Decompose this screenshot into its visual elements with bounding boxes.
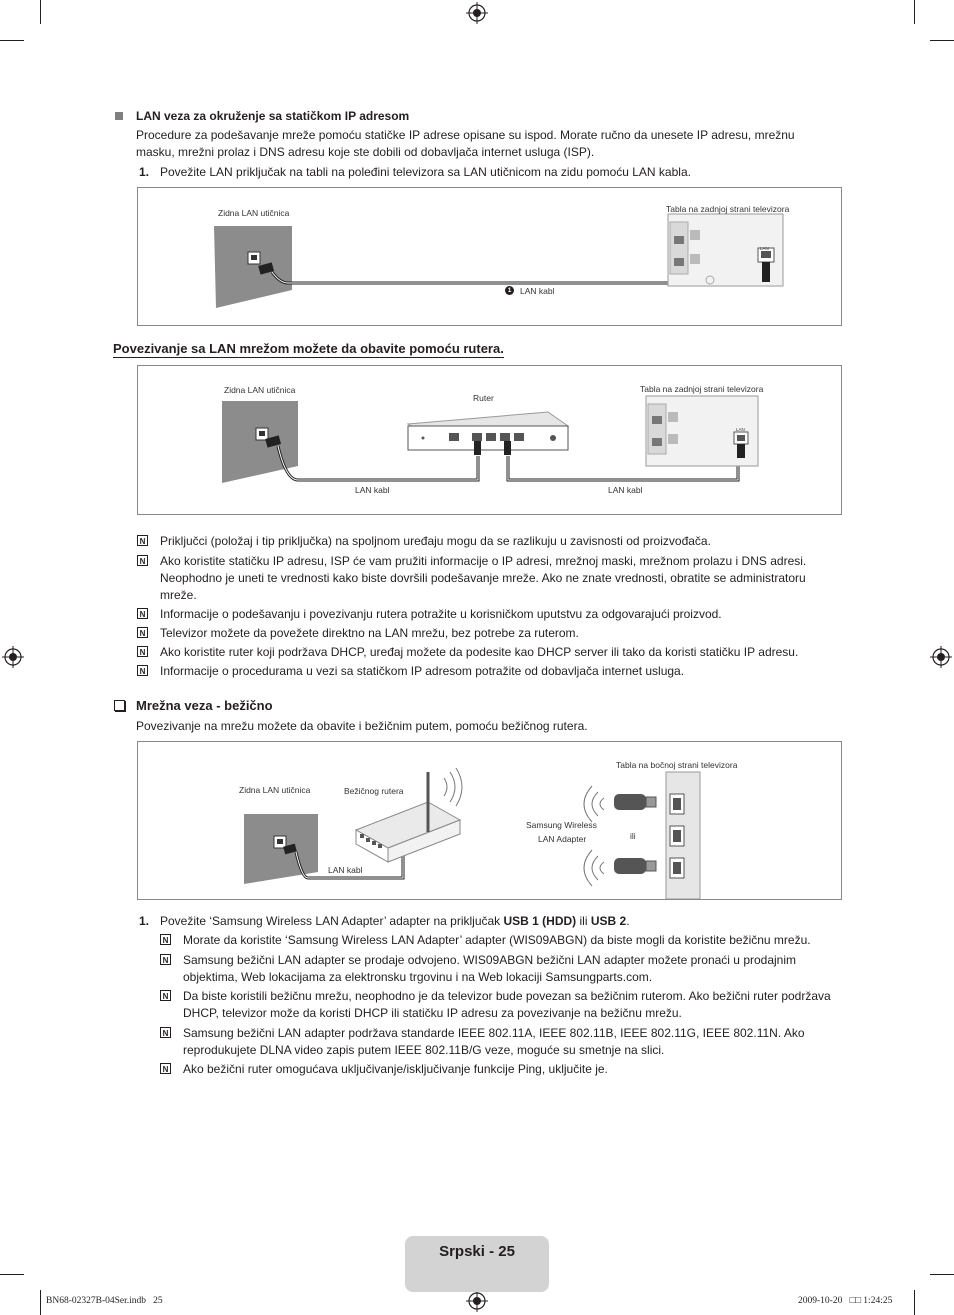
port-name: USB 2 [590,914,627,928]
note-item [160,988,847,1022]
section-title: LAN veza za okruženje sa statičkom IP adresom [136,109,410,123]
port-name: USB 1 (HDD) [503,914,577,928]
registration-mark-icon [466,2,488,24]
note-icon: N [160,934,171,945]
note-icon: N [160,990,171,1001]
page-number-tab [405,1236,549,1292]
step-number: 1. [139,165,150,179]
note-icon: N [160,1063,171,1074]
note-text: Informacije o procedurama u vezi sa statičkom IP adresom potražite od dobavljača internet usluga. [160,664,685,678]
note-text: Ako koristite ruter koji podržava DHCP, uređaj možete da podesite kao DHCP server ili tako da koristi statičku IP adresu. [160,645,799,659]
note-item [137,553,832,604]
note-item [137,644,832,661]
diagram-label: LAN kabl [520,286,555,296]
port-label: LAN [736,427,745,432]
note-text: Informacije o podešavanju i povezivanju rutera potražite u korisničkom uputstvu za odgovarajući proizvod. [160,607,722,621]
note-text: Samsung bežični LAN adapter se prodaje odvojeno. WIS09ABGN bežični LAN adapter možete pronaći u prodajnim objektima, Web lokacijama za elektronsku trgovinu i na Web lokaciji Samsungparts.com. [183,953,797,984]
note-text: Priključci (položaj i tip priključka) na spoljnom uređaju mogu da se razlikuju u zavisnosti od proizvođača. [160,534,711,548]
note-item [160,1061,847,1078]
diagram-label: ili [630,831,636,841]
diagram-wireless [137,741,842,900]
diagram-label: Zidna LAN utičnica [218,208,290,218]
diagram-label: Tabla na zadnjoj strani televizora [666,204,790,214]
diagram-router-lan [137,365,842,515]
diagram-label: Tabla na zadnjoj strani televizora [640,384,764,394]
step-text: Povežite LAN priključak na tabli na poleđini televizora sa LAN utičnicom na zidu pomoću LAN kabla. [160,165,691,179]
crop-mark [914,0,915,24]
checkbox-bullet-icon [114,700,125,711]
crop-mark [0,1274,24,1275]
step-text-part: Povežite ‘Samsung Wireless LAN Adapter’ adapter na priključak [160,914,504,928]
port-label: LAN [760,246,769,251]
step-number: 1. [139,914,150,928]
wireless-heading: Mrežna veza - bežično [136,698,273,713]
note-item [160,952,847,986]
diagram-label: LAN kabl [608,485,643,495]
crop-mark [40,1290,41,1315]
note-item [137,533,832,550]
diagram-direct-lan [137,187,842,326]
note-item [137,625,832,642]
note-item [137,606,832,623]
registration-mark-icon [466,1290,488,1312]
note-icon: N [137,627,148,638]
note-icon: N [137,646,148,657]
step-text-part: ili [576,914,591,928]
note-text: Morate da koristite ‘Samsung Wireless LAN Adapter’ adapter (WIS09ABGN) da biste mogli da koristite bežičnu mrežu. [183,933,811,947]
diagram-label: Samsung Wireless [526,820,597,830]
diagram-label: LAN kabl [355,485,390,495]
note-icon: N [137,665,148,676]
router-heading: Povezivanje sa LAN mrežom možete da obavite pomoću rutera. [113,341,504,356]
note-text: Televizor možete da povežete direktno na LAN mrežu, bez potrebe za ruterom. [160,626,579,640]
note-text: Da biste koristili bežičnu mrežu, neophodno je da televizor bude povezan sa bežičnim ruterom. Ako bežični ruter podržava DHCP, televizor može da koristi DHCP ili statičku IP adresu za povezivanje na bežičnu mrežu. [183,989,831,1020]
footer-file: BN68-02327B-04Ser.indb 25 [46,1296,163,1306]
diagram-label: Ruter [473,393,494,403]
square-bullet-icon [115,112,123,120]
note-icon: N [137,555,148,566]
section-intro: Procedure za podešavanje mreže pomoću statičke IP adrese opisane su ispod. Morate ručno da unesete IP adresu, mrežnu masku, mrežni prolaz i DNS adresu koje ste dobili od dobavljača internet usluga (ISP). [136,128,795,159]
wireless-intro: Povezivanje na mrežu možete da obavite i bežičnim putem, pomoću bežičnog rutera. [136,719,588,733]
diagram-label: Bežičnog rutera [344,786,404,796]
cable-number-badge: 1 [505,286,514,295]
diagram-label: Zidna LAN utičnica [239,785,311,795]
diagram-label: Zidna LAN utičnica [224,385,296,395]
note-item [160,1025,847,1059]
note-text: Ako bežični ruter omogućava uključivanje/isključivanje funkcije Ping, uključite je. [183,1062,608,1076]
note-icon: N [160,954,171,965]
crop-mark [930,40,954,41]
diagram-label: LAN Adapter [538,834,587,844]
diagram-label: Tabla na bočnoj strani televizora [616,760,738,770]
crop-mark [0,40,24,41]
note-text: Samsung bežični LAN adapter podržava standarde IEEE 802.11A, IEEE 802.11B, IEEE 802.11G, IEEE 802.11N. Ako reprodukujete DLNA video zapis putem IEEE 802.11B/G veze, moguće su smetnje na slici. [183,1026,805,1057]
note-text: Ako koristite statičku IP adresu, ISP će vam pružiti informacije o IP adresi, mrežnoj maski, mrežnom prolazu i DNS adresi. Neophodno je uneti te vrednosti kako biste dovršili podešavanje mreže. Ako ne znate vrednosti, obratite se administratoru mreže. [160,554,807,602]
crop-mark [914,1290,915,1315]
registration-mark-icon [2,646,24,668]
page-number: Srpski - 25 [439,1243,515,1260]
note-item [160,932,847,949]
note-item [137,663,832,680]
step-text [160,913,840,930]
step-text-part: . [626,914,630,928]
diagram-label: LAN kabl [328,865,363,875]
crop-mark [930,1274,954,1275]
crop-mark [40,0,41,24]
note-icon: N [137,608,148,619]
note-icon: N [137,535,148,546]
footer-date: 2009-10-20 □□ 1:24:25 [798,1296,893,1306]
registration-mark-icon [930,646,952,668]
note-icon: N [160,1027,171,1038]
